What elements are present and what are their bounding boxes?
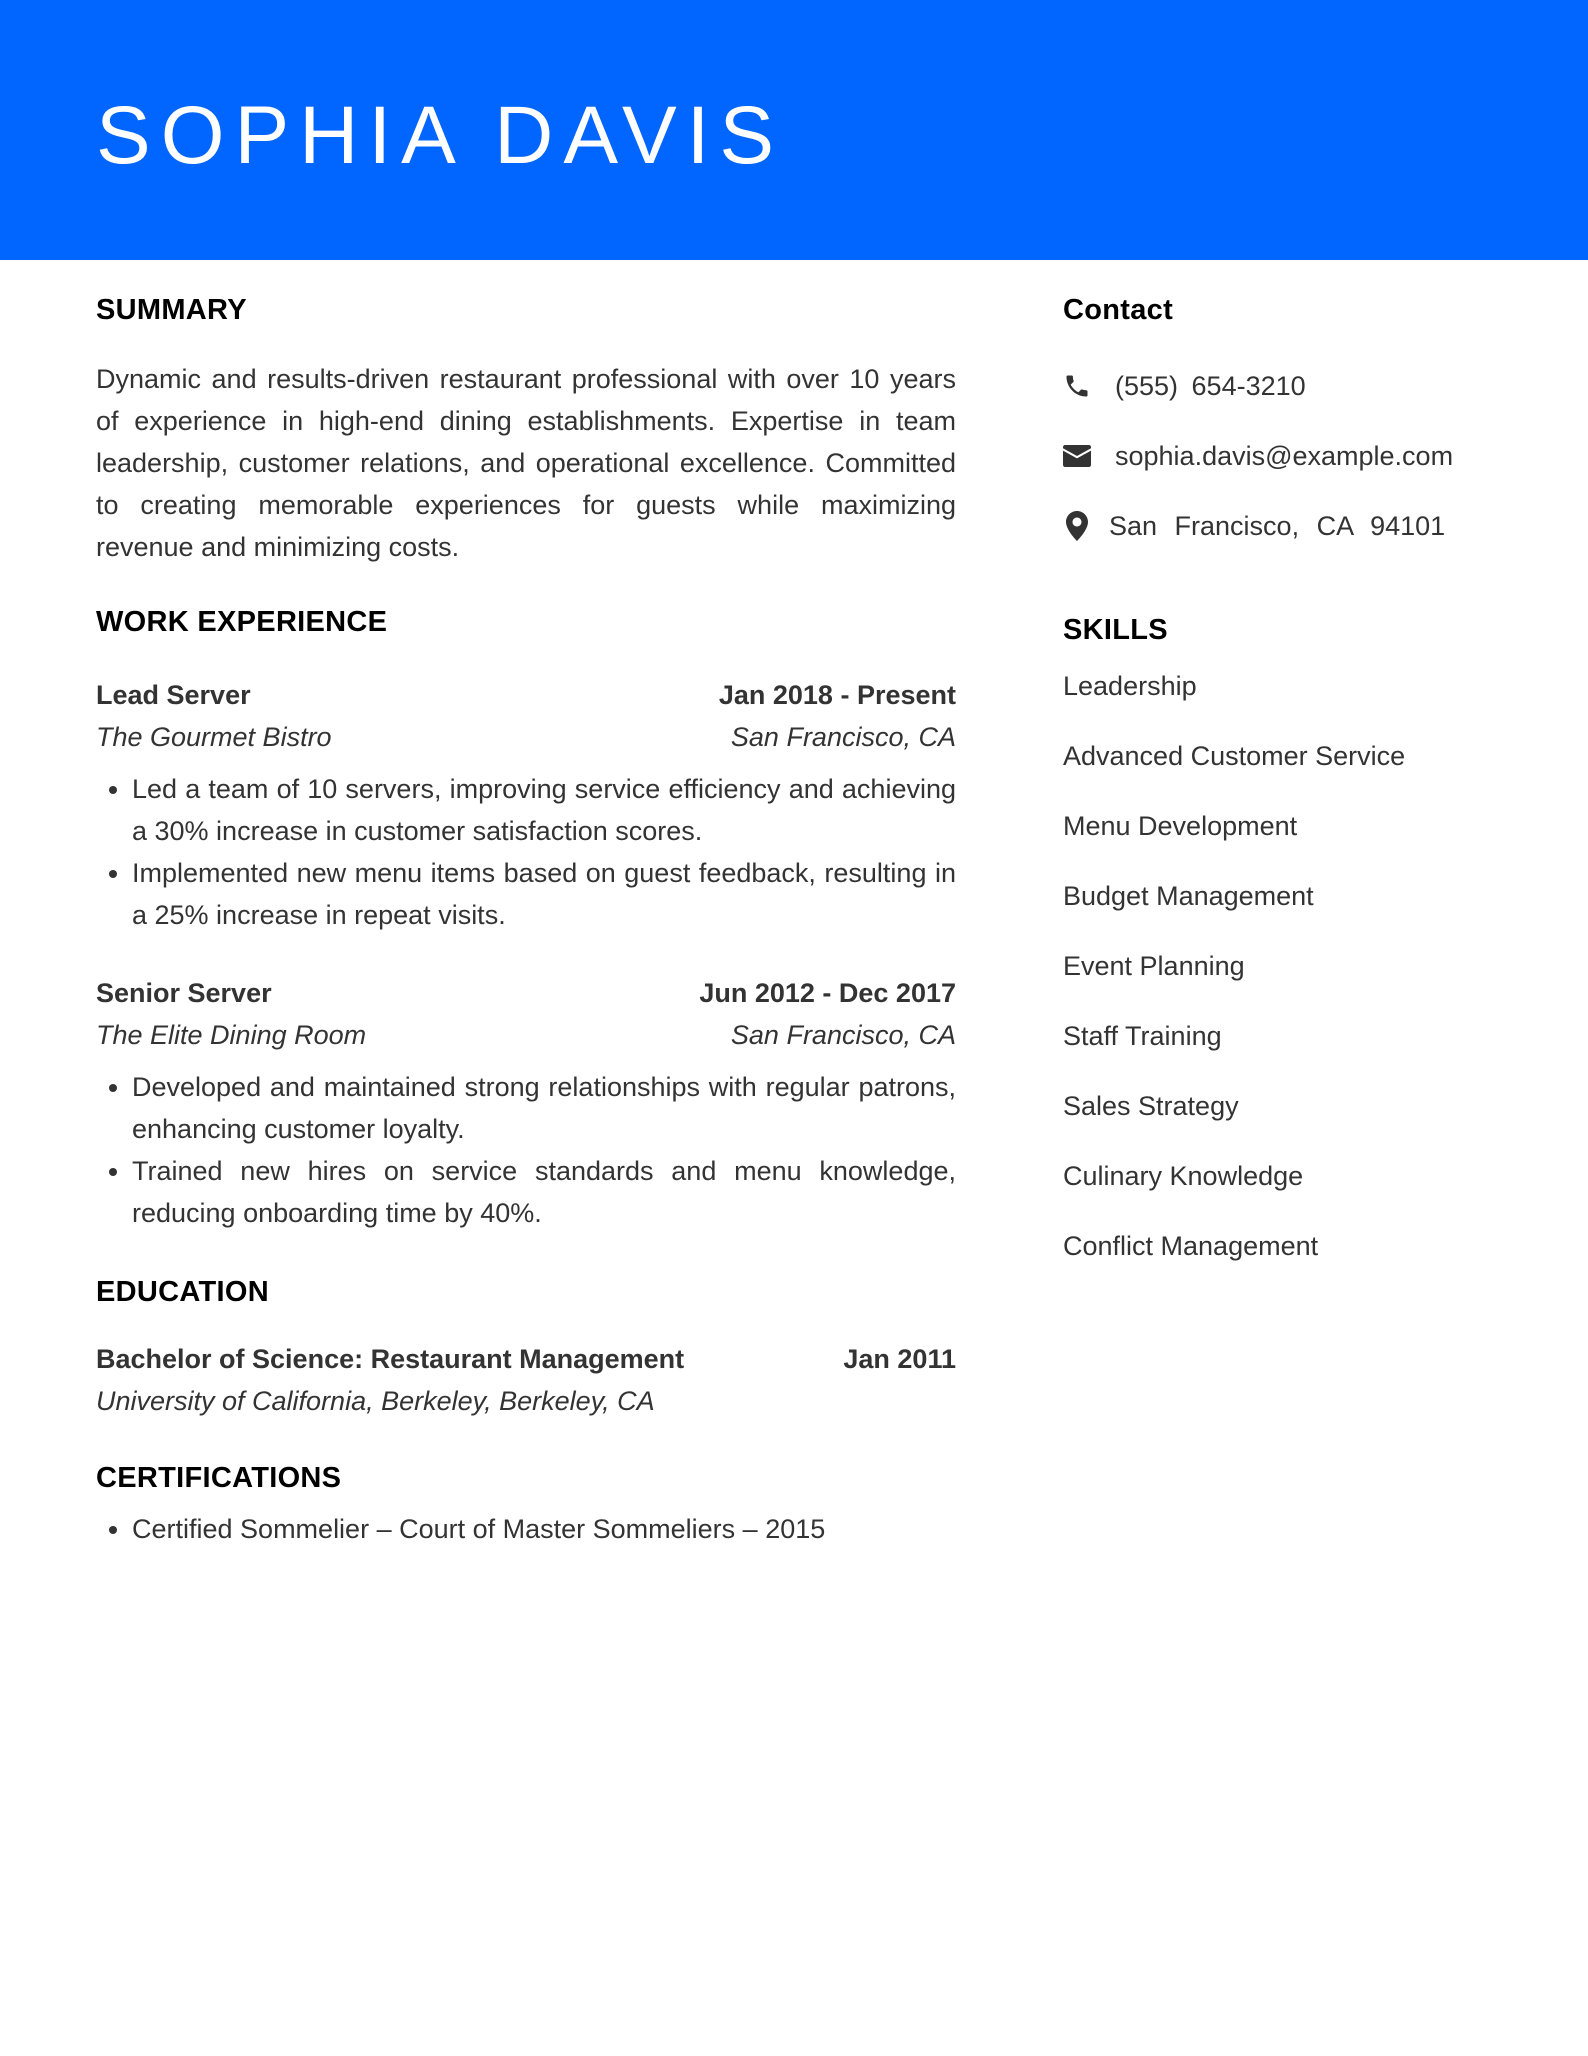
skills-list xyxy=(1063,666,1503,1266)
certifications-section xyxy=(96,1458,956,1550)
contact-phone-text: (555) 654-3210 xyxy=(1115,371,1306,401)
job-entry xyxy=(96,674,956,936)
skill-item: Sales Strategy xyxy=(1063,1091,1239,1121)
education-school-row xyxy=(96,1380,956,1422)
job-location: San Francisco, CA xyxy=(730,722,956,752)
job-dates: Jun 2012 - Dec 2017 xyxy=(699,978,956,1008)
job-company: The Elite Dining Room xyxy=(96,1020,367,1050)
job-bullets xyxy=(96,768,956,936)
job-bullet: • Led a team of 10 servers, improving service efficiency and achieving a 30% increase in customer satisfaction scores. xyxy=(132,768,956,852)
job-role: Lead Server xyxy=(96,680,251,710)
contact-email-text: sophia.davis@example.com xyxy=(1115,441,1454,471)
work-experience-heading: WORK EXPERIENCE xyxy=(96,606,388,638)
phone-icon xyxy=(1063,372,1091,400)
map-marker-icon xyxy=(1063,512,1091,540)
education-section xyxy=(96,1272,956,1422)
contact-heading: Contact xyxy=(1063,294,1174,326)
skill-item: Conflict Management xyxy=(1063,1231,1319,1261)
job-company: The Gourmet Bistro xyxy=(96,722,332,752)
job-dates: Jan 2018 - Present xyxy=(718,680,956,710)
education-heading: EDUCATION xyxy=(96,1276,269,1308)
job-company-row xyxy=(96,716,956,758)
skill-item: Event Planning xyxy=(1063,951,1245,981)
contact-list xyxy=(1063,366,1503,546)
main-column xyxy=(96,290,956,1550)
contact-email xyxy=(1063,436,1503,476)
education-date: Jan 2011 xyxy=(843,1344,956,1374)
job-header-row xyxy=(96,972,956,1014)
job-bullets xyxy=(96,1066,956,1234)
job-entry xyxy=(96,972,956,1234)
education-degree: Bachelor of Science: Restaurant Management xyxy=(96,1344,685,1374)
skill-item: Budget Management xyxy=(1063,881,1314,911)
certifications-list xyxy=(96,1508,956,1550)
contact-location-text: San Francisco, CA 94101 xyxy=(1109,511,1446,541)
skills-section xyxy=(1063,610,1503,1266)
certification-item: • Certified Sommelier – Court of Master Sommeliers – 2015 xyxy=(132,1508,956,1550)
skill-item: Advanced Customer Service xyxy=(1063,741,1406,771)
education-header-row xyxy=(96,1338,956,1380)
sidebar-column xyxy=(1063,290,1503,1296)
education-entry xyxy=(96,1338,956,1422)
summary-section xyxy=(96,290,956,568)
candidate-name: SOPHIA DAVIS xyxy=(96,90,785,181)
skills-heading: SKILLS xyxy=(1063,614,1168,646)
job-location: San Francisco, CA xyxy=(730,1020,956,1050)
contact-phone xyxy=(1063,366,1503,406)
skill-item: Staff Training xyxy=(1063,1021,1222,1051)
job-bullet: • Implemented new menu items based on guest feedback, resulting in a 25% increase in repeat visits. xyxy=(132,852,956,936)
work-experience-section xyxy=(96,602,956,1234)
summary-heading: SUMMARY xyxy=(96,294,247,326)
envelope-icon xyxy=(1063,442,1091,470)
skill-item: Culinary Knowledge xyxy=(1063,1161,1304,1191)
summary-text: Dynamic and results-driven restaurant professional with over 10 years of experience in high-end dining establishments. Expertise in team leadership, customer relations, and operational excellence. Committed to creating memorable experiences for guests while maximizing revenue and minimizing costs. xyxy=(96,364,956,562)
skill-item: Leadership xyxy=(1063,671,1197,701)
job-bullet: • Developed and maintained strong relationships with regular patrons, enhancing customer loyalty. xyxy=(132,1066,956,1150)
contact-location xyxy=(1063,506,1503,546)
certifications-heading: CERTIFICATIONS xyxy=(96,1462,342,1494)
skill-item: Menu Development xyxy=(1063,811,1298,841)
contact-section xyxy=(1063,290,1503,546)
header-banner xyxy=(0,0,1588,260)
education-school: University of California, Berkeley, Berkeley, CA xyxy=(96,1386,655,1416)
job-company-row xyxy=(96,1014,956,1056)
job-header-row xyxy=(96,674,956,716)
job-role: Senior Server xyxy=(96,978,272,1008)
job-bullet: • Trained new hires on service standards and menu knowledge, reducing onboarding time by 40%. xyxy=(132,1150,956,1234)
